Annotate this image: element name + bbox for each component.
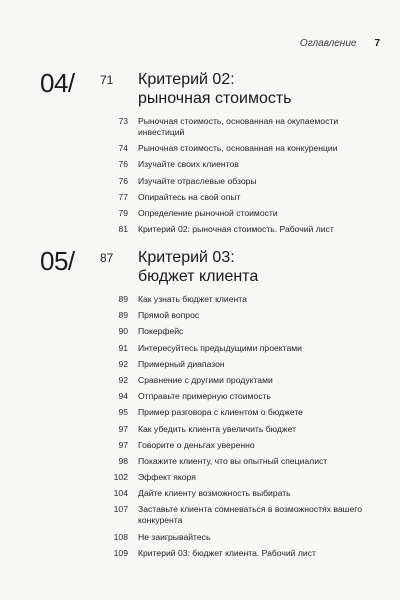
- toc-entry[interactable]: [100, 294, 380, 305]
- entry-title: Покажите клиенту, что вы опытный специалист: [138, 455, 328, 466]
- toc-entry[interactable]: [100, 532, 380, 543]
- toc-entry[interactable]: [100, 407, 380, 418]
- entry-title: Покерфейс: [138, 326, 184, 337]
- entry-page-number: 92: [118, 358, 128, 369]
- entry-page-number: 79: [118, 207, 128, 218]
- chapter-title-line1: Критерий 03:: [138, 249, 235, 266]
- chapter-heading[interactable]: [100, 248, 258, 286]
- chapter-title: [138, 70, 292, 108]
- entry-title: Определение рыночной стоимости: [138, 207, 278, 218]
- running-head: [300, 38, 380, 49]
- entry-title: Как убедить клиента увеличить бюджет: [138, 423, 297, 434]
- entry-title: Опирайтесь на свой опыт: [138, 191, 241, 202]
- entry-title: Критерий 02: рыночная стоимость. Рабочий лист: [138, 224, 334, 235]
- chapter-page-number: 87: [100, 251, 114, 265]
- entry-title: Примерный диапазон: [138, 358, 225, 369]
- toc-entry[interactable]: [100, 176, 380, 187]
- chapter-heading[interactable]: [100, 70, 292, 108]
- toc-entry[interactable]: [100, 440, 380, 451]
- toc-entry-list: [100, 116, 380, 240]
- toc-entry[interactable]: [100, 192, 380, 203]
- entry-page-number: 89: [118, 310, 128, 321]
- toc-entry[interactable]: [100, 456, 380, 467]
- entry-page-number: 98: [118, 455, 128, 466]
- running-head-section: Оглавление: [299, 38, 357, 49]
- chapter-page-number: 71: [100, 73, 114, 87]
- entry-page-number: 108: [113, 531, 128, 542]
- entry-page-number: 76: [118, 175, 128, 186]
- toc-entry[interactable]: [100, 472, 380, 483]
- toc-entry[interactable]: [100, 116, 380, 138]
- entry-title: Как узнать бюджет клиента: [138, 294, 247, 304]
- entry-page-number: 90: [118, 326, 128, 337]
- toc-entry[interactable]: [100, 143, 380, 154]
- entry-title: Изучайте отраслевые обзоры: [138, 175, 257, 186]
- chapter-title-line1: Критерий 02:: [138, 71, 235, 88]
- entry-page-number: 76: [118, 159, 128, 170]
- toc-entry[interactable]: [100, 359, 380, 370]
- chapter-title-line2: бюджет клиента: [138, 268, 259, 285]
- toc-entry[interactable]: [100, 375, 380, 386]
- entry-title: Отправьте примерную стоимость: [138, 391, 271, 402]
- entry-page-number: 81: [118, 224, 128, 235]
- entry-title: Дайте клиенту возможность выбирать: [138, 488, 291, 499]
- entry-page-number: 107: [113, 504, 128, 515]
- chapter-number: 04/: [40, 68, 75, 98]
- toc-entry[interactable]: [100, 548, 380, 559]
- toc-entry[interactable]: [100, 424, 380, 435]
- toc-entry[interactable]: [100, 504, 380, 526]
- toc-entry[interactable]: [100, 391, 380, 402]
- page-number: 7: [374, 38, 380, 49]
- entry-page-number: 104: [113, 488, 128, 499]
- chapter-title-line2: рыночная стоимость: [138, 90, 292, 107]
- chapter-number: 05/: [40, 246, 75, 276]
- toc-entry[interactable]: [100, 159, 380, 170]
- entry-title: Изучайте своих клиентов: [138, 159, 239, 170]
- entry-page-number: 97: [118, 439, 128, 450]
- entry-page-number: 97: [118, 423, 128, 434]
- entry-title: Прямой вопрос: [138, 310, 200, 321]
- toc-entry[interactable]: [100, 343, 380, 354]
- toc-entry[interactable]: [100, 326, 380, 337]
- entry-title: Говорите о деньгах уверенно: [138, 439, 255, 450]
- entry-page-number: 95: [118, 407, 128, 418]
- entry-title: Не заигрывайтесь: [138, 531, 211, 542]
- entry-page-number: 91: [118, 342, 128, 353]
- entry-page-number: 74: [118, 143, 128, 154]
- entry-page-number: 89: [118, 294, 128, 304]
- entry-page-number: 77: [118, 191, 128, 202]
- entry-title: Сравнение с другими продуктами: [138, 374, 273, 385]
- entry-title: Критерий 03: бюджет клиента. Рабочий лист: [138, 547, 316, 558]
- entry-title: Пример разговора с клиентом о бюджете: [138, 407, 303, 418]
- entry-title: Интересуйтесь предыдущими проектами: [138, 342, 302, 353]
- entry-page-number: 109: [113, 547, 128, 558]
- entry-page-number: 73: [118, 116, 128, 126]
- entry-title: Рыночная стоимость, основанная на конкуренции: [138, 143, 338, 154]
- chapter-title: [138, 248, 258, 286]
- toc-entry[interactable]: [100, 488, 380, 499]
- entry-page-number: 92: [118, 374, 128, 385]
- entry-page-number: 94: [118, 391, 128, 402]
- toc-entry[interactable]: [100, 310, 380, 321]
- entry-title: Рыночная стоимость, основанная на окупаемости инвестиций: [138, 116, 339, 137]
- toc-entry-list: [100, 294, 380, 564]
- toc-entry[interactable]: [100, 208, 380, 219]
- toc-entry[interactable]: [100, 224, 380, 235]
- entry-title: Заставьте клиента сомневаться в возможностях вашего конкурента: [138, 504, 363, 526]
- entry-title: Эффект якоря: [138, 472, 196, 483]
- entry-page-number: 102: [113, 472, 128, 483]
